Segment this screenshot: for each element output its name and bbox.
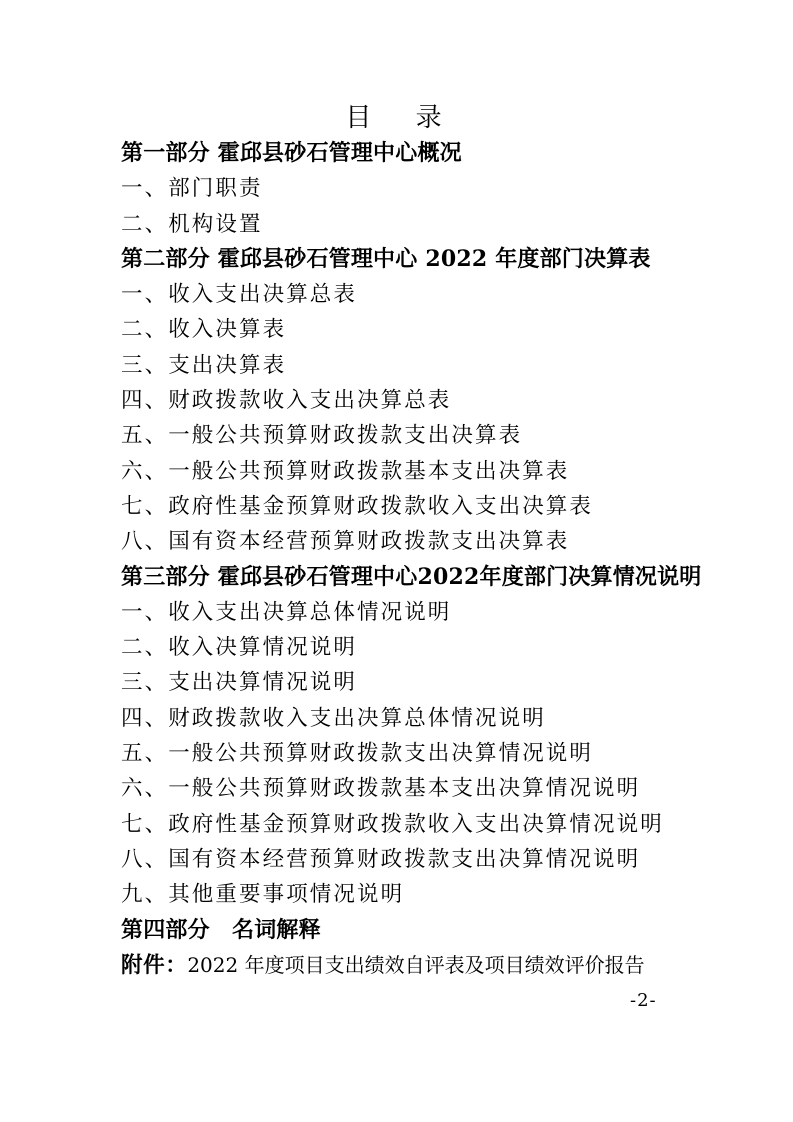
toc-part2-item-5: 五、一般公共预算财政拨款支出决算表 — [121, 423, 523, 449]
toc-part3-item-2: 二、收入决算情况说明 — [121, 635, 358, 661]
toc-part3-item-8: 八、国有资本经营预算财政拨款支出决算情况说明 — [121, 846, 641, 872]
attachment-text: 2022 年度项目支出绩效自评表及项目绩效评价报告 — [187, 952, 645, 977]
toc-part3-item-5: 五、一般公共预算财政拨款支出决算情况说明 — [121, 741, 594, 767]
toc-part4-heading: 第四部分 名词解释 — [121, 916, 321, 943]
toc-attachment — [121, 948, 701, 983]
toc-part2-item-2: 二、收入决算表 — [121, 317, 287, 343]
page-number: -2- — [630, 990, 657, 1011]
toc-part1-item-1: 一、部门职责 — [121, 176, 263, 202]
toc-part3-item-9: 九、其他重要事项情况说明 — [121, 882, 405, 908]
toc-part3-item-3: 三、支出决算情况说明 — [121, 670, 358, 696]
toc-part2-item-8: 八、国有资本经营预算财政拨款支出决算表 — [121, 529, 570, 555]
toc-part2-item-1: 一、收入支出决算总表 — [121, 282, 358, 308]
attachment-label: 附件： — [121, 952, 188, 978]
toc-part3-item-1: 一、收入支出决算总体情况说明 — [121, 599, 452, 625]
toc-part3-item-6: 六、一般公共预算财政拨款基本支出决算情况说明 — [121, 776, 641, 802]
page-title: 目 录 — [345, 103, 460, 133]
toc-part2-item-7: 七、政府性基金预算财政拨款收入支出决算表 — [121, 493, 594, 519]
toc-part2-item-4: 四、财政拨款收入支出决算总表 — [121, 388, 452, 414]
toc-part2-item-6: 六、一般公共预算财政拨款基本支出决算表 — [121, 458, 570, 484]
toc-part3-item-4: 四、财政拨款收入支出决算总体情况说明 — [121, 705, 546, 731]
table-of-contents — [121, 136, 701, 983]
toc-part1-heading: 第一部分 霍邱县砂石管理中心概况 — [121, 140, 462, 166]
toc-part1-item-2: 二、机构设置 — [121, 211, 263, 237]
toc-part3-item-7: 七、政府性基金预算财政拨款收入支出决算情况说明 — [121, 811, 664, 837]
toc-part3-heading: 第三部分 霍邱县砂石管理中心2022年度部门决算情况说明 — [121, 563, 702, 590]
toc-part2-heading: 第二部分 霍邱县砂石管理中心 2022 年度部门决算表 — [121, 245, 651, 272]
toc-part2-item-3: 三、支出决算表 — [121, 352, 287, 378]
